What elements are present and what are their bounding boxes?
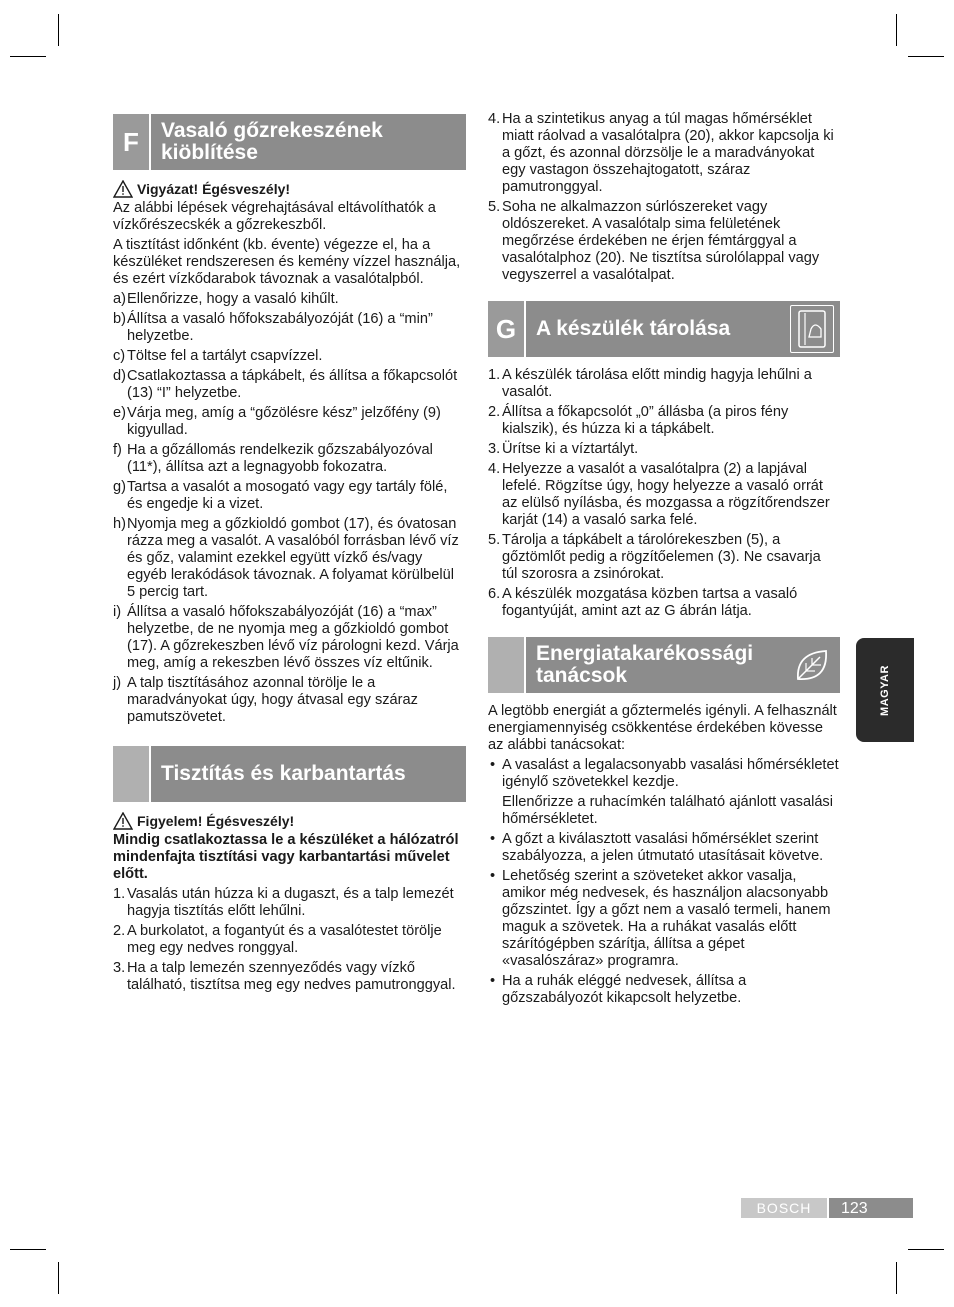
list-item: [488, 461, 840, 529]
list-text: Nyomja meg a gőzkioldó gombot (17), és óvatosan rázza meg a vasalót. A vasalóból forrásban lévő víz és gőz, valamint ezekkel együtt vízkő és/vagy egyéb lerakódások távoznak. A folyamat körülbelül 5 percig tart.: [127, 516, 459, 600]
list-item: [488, 973, 840, 1007]
list-marker: h): [113, 516, 126, 532]
crop-mark: [10, 56, 46, 57]
list-item: [113, 348, 466, 365]
paragraph: A legtöbb energiát a gőztermelés igényli. A felhasznált energiamennyiség csökkentése érdekében kövesse az alábbi tanácsokat:: [488, 703, 837, 753]
list-text: A készülék mozgatása közben tartsa a vasaló fogantyúját, amint azt az G ábrán látja.: [502, 586, 798, 619]
list-text: Ürítse ki a víztartályt.: [502, 441, 639, 457]
list-marker: e): [113, 405, 126, 421]
language-tab: MAGYAR: [856, 638, 914, 742]
list-text: Lehetőség szerint a szöveteket akkor vasalja, amikor még nedvesek, és használjon alacsonyabb gőzszintet. Így a gőzt nem a vasaló termeli, hanem maguk a szövetek. Ha a ruhákat vasalás előtt szárítógépben szárítja, állítsa a gépet «vasalószáraz» programra.: [502, 868, 831, 969]
section-title-text: Energiatakarékossági tanácsok: [536, 642, 754, 687]
list-text: Ha a talp lemezén szennyeződés vagy vízkő található, tisztítsa meg egy nedves pamutronggyal.: [127, 960, 456, 993]
list-marker: j): [113, 675, 122, 691]
list-item: [488, 367, 840, 401]
list-text: Állítsa a vasaló hőfokszabályozóját (16) a “max” helyzetbe, de ne nyomja meg a gőzkioldó gombot (17). A gőzrekeszben lévő víz párologni kezd. Várja meg, amíg a rekeszben lévő összes víz eltűnik.: [127, 604, 459, 671]
section-letter: F: [113, 114, 149, 170]
list-text: Tárolja a tápkábelt a tárolórekeszben (5), a gőztömlőt pedig a rögzítőelemen (3). Ne csavarja túl szorosra a zsinórokat.: [502, 532, 821, 582]
crop-mark: [10, 1249, 46, 1250]
list-marker: 2.: [113, 923, 126, 939]
bullet-list: [488, 757, 840, 1007]
section-g-header: [488, 301, 840, 357]
list-text: A talp tisztításához azonnal törölje le a maradványokat úgy, hogy átvasal egy száraz pamutszövetet.: [127, 675, 418, 725]
step-list: [113, 291, 466, 726]
list-marker: 2.: [488, 404, 501, 420]
list-marker: 3.: [113, 960, 126, 976]
list-marker: a): [113, 291, 126, 307]
list-marker: f): [113, 442, 122, 458]
right-column: [488, 111, 840, 1010]
list-text: Állítsa a főkapcsolót „0” állásba (a piros fény kialszik), és húzza ki a tápkábelt.: [502, 404, 789, 437]
footer-brand: BOSCH: [741, 1198, 827, 1218]
list-text: Töltse fel a tartályt csapvízzel.: [127, 348, 323, 364]
warning-line: [113, 180, 466, 198]
list-item: [113, 405, 466, 439]
list-item: [488, 404, 840, 438]
step-list: [488, 367, 840, 620]
list-marker: g): [113, 479, 126, 495]
paragraph: A tisztítást időnként (kb. évente) végezze el, ha a készüléket rendszeresen és kemény vízzel használja, és ezért vízkődarabok távoznak a vasalótalpból.: [113, 237, 461, 287]
list-item: [113, 479, 466, 513]
list-text: Soha ne alkalmazzon súrlószereket vagy oldószereket. A vasalótalp sima felületének megőrzése érdekében ne érjen fémtárggyal a vasalótalphoz (20). Ne tisztítsa súrolólappal vagy vegyszerrel a vasalótalpat.: [502, 199, 820, 283]
list-item: [488, 441, 840, 458]
crop-mark: [896, 14, 897, 46]
list-item: [113, 675, 466, 726]
list-item: [113, 442, 466, 476]
step-list: [488, 111, 840, 284]
warning-text: Figyelem! Égésveszély!: [137, 812, 295, 829]
list-marker: 1.: [488, 367, 501, 383]
list-text: Ha a gőzállomás rendelkezik gőzszabályozóval (11*), állítsa azt a legnagyobb fokozatra.: [127, 442, 433, 475]
list-marker: •: [490, 973, 496, 989]
bullet-note: Ellenőrizze a ruhacímkén található ajánlott vasalási hőmérsékletet.: [502, 794, 833, 827]
list-marker: •: [490, 868, 496, 884]
list-item: [113, 311, 466, 345]
section-title: [526, 301, 840, 357]
list-item: [113, 923, 466, 957]
list-marker: b): [113, 311, 126, 327]
warning-text: Vigyázat! Égésveszély!: [137, 180, 291, 197]
list-text: Csatlakoztassa a tápkábelt, és állítsa a főkapcsolót (13) “I” helyzetbe.: [127, 368, 458, 401]
crop-mark: [908, 56, 944, 57]
list-text: Vasalás után húzza ki a dugaszt, és a talp lemezét hagyja tisztítás előtt lehűlni.: [127, 886, 454, 919]
list-item: [488, 532, 840, 583]
crop-mark: [58, 14, 59, 46]
list-item: [113, 960, 466, 994]
list-text: Tartsa a vasalót a mosogató vagy egy tartály fölé, és engedje ki a vizet.: [127, 479, 448, 512]
list-marker: i): [113, 604, 122, 620]
list-text: Állítsa a vasaló hőfokszabályozóját (16) a “min” helyzetbe.: [127, 311, 433, 344]
list-text: Ha a szintetikus anyag a túl magas hőmérséklet miatt ráolvad a vasalótalpra (20), akkor kapcsolja ki a gőzt, és azonnal dörzsölje le a maradványokat egy vastagon összehajtogatott, száraz pamutronggyal.: [502, 111, 834, 195]
warning-line: [113, 812, 466, 830]
iron-storage-icon: [790, 305, 834, 353]
crop-mark: [896, 1262, 897, 1294]
section-title: Tisztítás és karbantartás: [151, 746, 466, 802]
crop-mark: [908, 1249, 944, 1250]
section-title: [526, 637, 840, 693]
list-text: Várja meg, amíg a “gőzölésre kész” jelzőfény (9) kigyullad.: [127, 405, 441, 438]
list-marker: 4.: [488, 461, 501, 477]
list-text: Helyezze a vasalót a vasalótalpra (2) a lapjával lefelé. Rögzítse úgy, hogy helyezze a vasaló orrát az elülső nyílásba, és mozgassa a rögzítőrendszer karját (14) a vasaló sarka felé.: [502, 461, 830, 528]
section-f-header: [113, 114, 466, 170]
section-title: Vasaló gőzrekeszének kiöblítése: [151, 114, 466, 170]
left-column: [113, 114, 466, 997]
list-item: [488, 757, 840, 791]
list-item: [113, 604, 466, 672]
list-item: [488, 868, 840, 970]
list-marker: 6.: [488, 586, 501, 602]
list-item: [488, 831, 840, 865]
bold-paragraph: Mindig csatlakoztassa le a készüléket a hálózatról mindenfajta tisztítási vagy karbantartási művelet előtt.: [113, 832, 459, 882]
list-marker: 4.: [488, 111, 501, 127]
warning-icon: [113, 812, 133, 830]
list-text: A készülék tárolása előtt mindig hagyja lehűlni a vasalót.: [502, 367, 812, 400]
list-marker: •: [490, 757, 496, 773]
list-item: [488, 111, 840, 196]
list-text: Ha a ruhák eléggé nedvesek, állítsa a gőzszabályozót kikapcsolt helyzetbe.: [502, 973, 747, 1006]
list-item: [113, 368, 466, 402]
list-item: [488, 586, 840, 620]
page-number: 123: [829, 1198, 913, 1218]
list-marker: d): [113, 368, 126, 384]
paragraph: Az alábbi lépések végrehajtásával eltávolíthatók a vízkőrészecskék a gőzrekeszből.: [113, 200, 436, 233]
list-text: A gőzt a kiválasztott vasalási hőmérséklet szerint szabályozza, a jelen útmutató utasításait követve.: [502, 831, 824, 864]
section-title-text: A készülék tárolása: [536, 317, 731, 340]
list-marker: 5.: [488, 199, 501, 215]
crop-mark: [58, 1262, 59, 1294]
section-letter-blank: [488, 637, 524, 693]
section-clean-header: [113, 746, 466, 802]
list-text: A burkolatot, a fogantyút és a vasalótestet törölje meg egy nedves ronggyal.: [127, 923, 442, 956]
list-item: [488, 199, 840, 284]
list-marker: •: [490, 831, 496, 847]
section-letter-blank: [113, 746, 149, 802]
section-energy-header: [488, 637, 840, 693]
list-text: A vasalást a legalacsonyabb vasalási hőmérsékletet igénylő szövetekkel kezdje.: [502, 757, 839, 790]
list-text: Ellenőrizze, hogy a vasaló kihűlt.: [127, 291, 339, 307]
list-item: [113, 516, 466, 601]
warning-icon: [113, 180, 133, 198]
list-marker: c): [113, 348, 126, 364]
list-item: [113, 291, 466, 308]
step-list: [113, 886, 466, 994]
list-marker: 1.: [113, 886, 126, 902]
section-letter: G: [488, 301, 524, 357]
list-marker: 3.: [488, 441, 501, 457]
list-item: [113, 886, 466, 920]
leaf-icon: [790, 643, 834, 687]
list-marker: 5.: [488, 532, 501, 548]
